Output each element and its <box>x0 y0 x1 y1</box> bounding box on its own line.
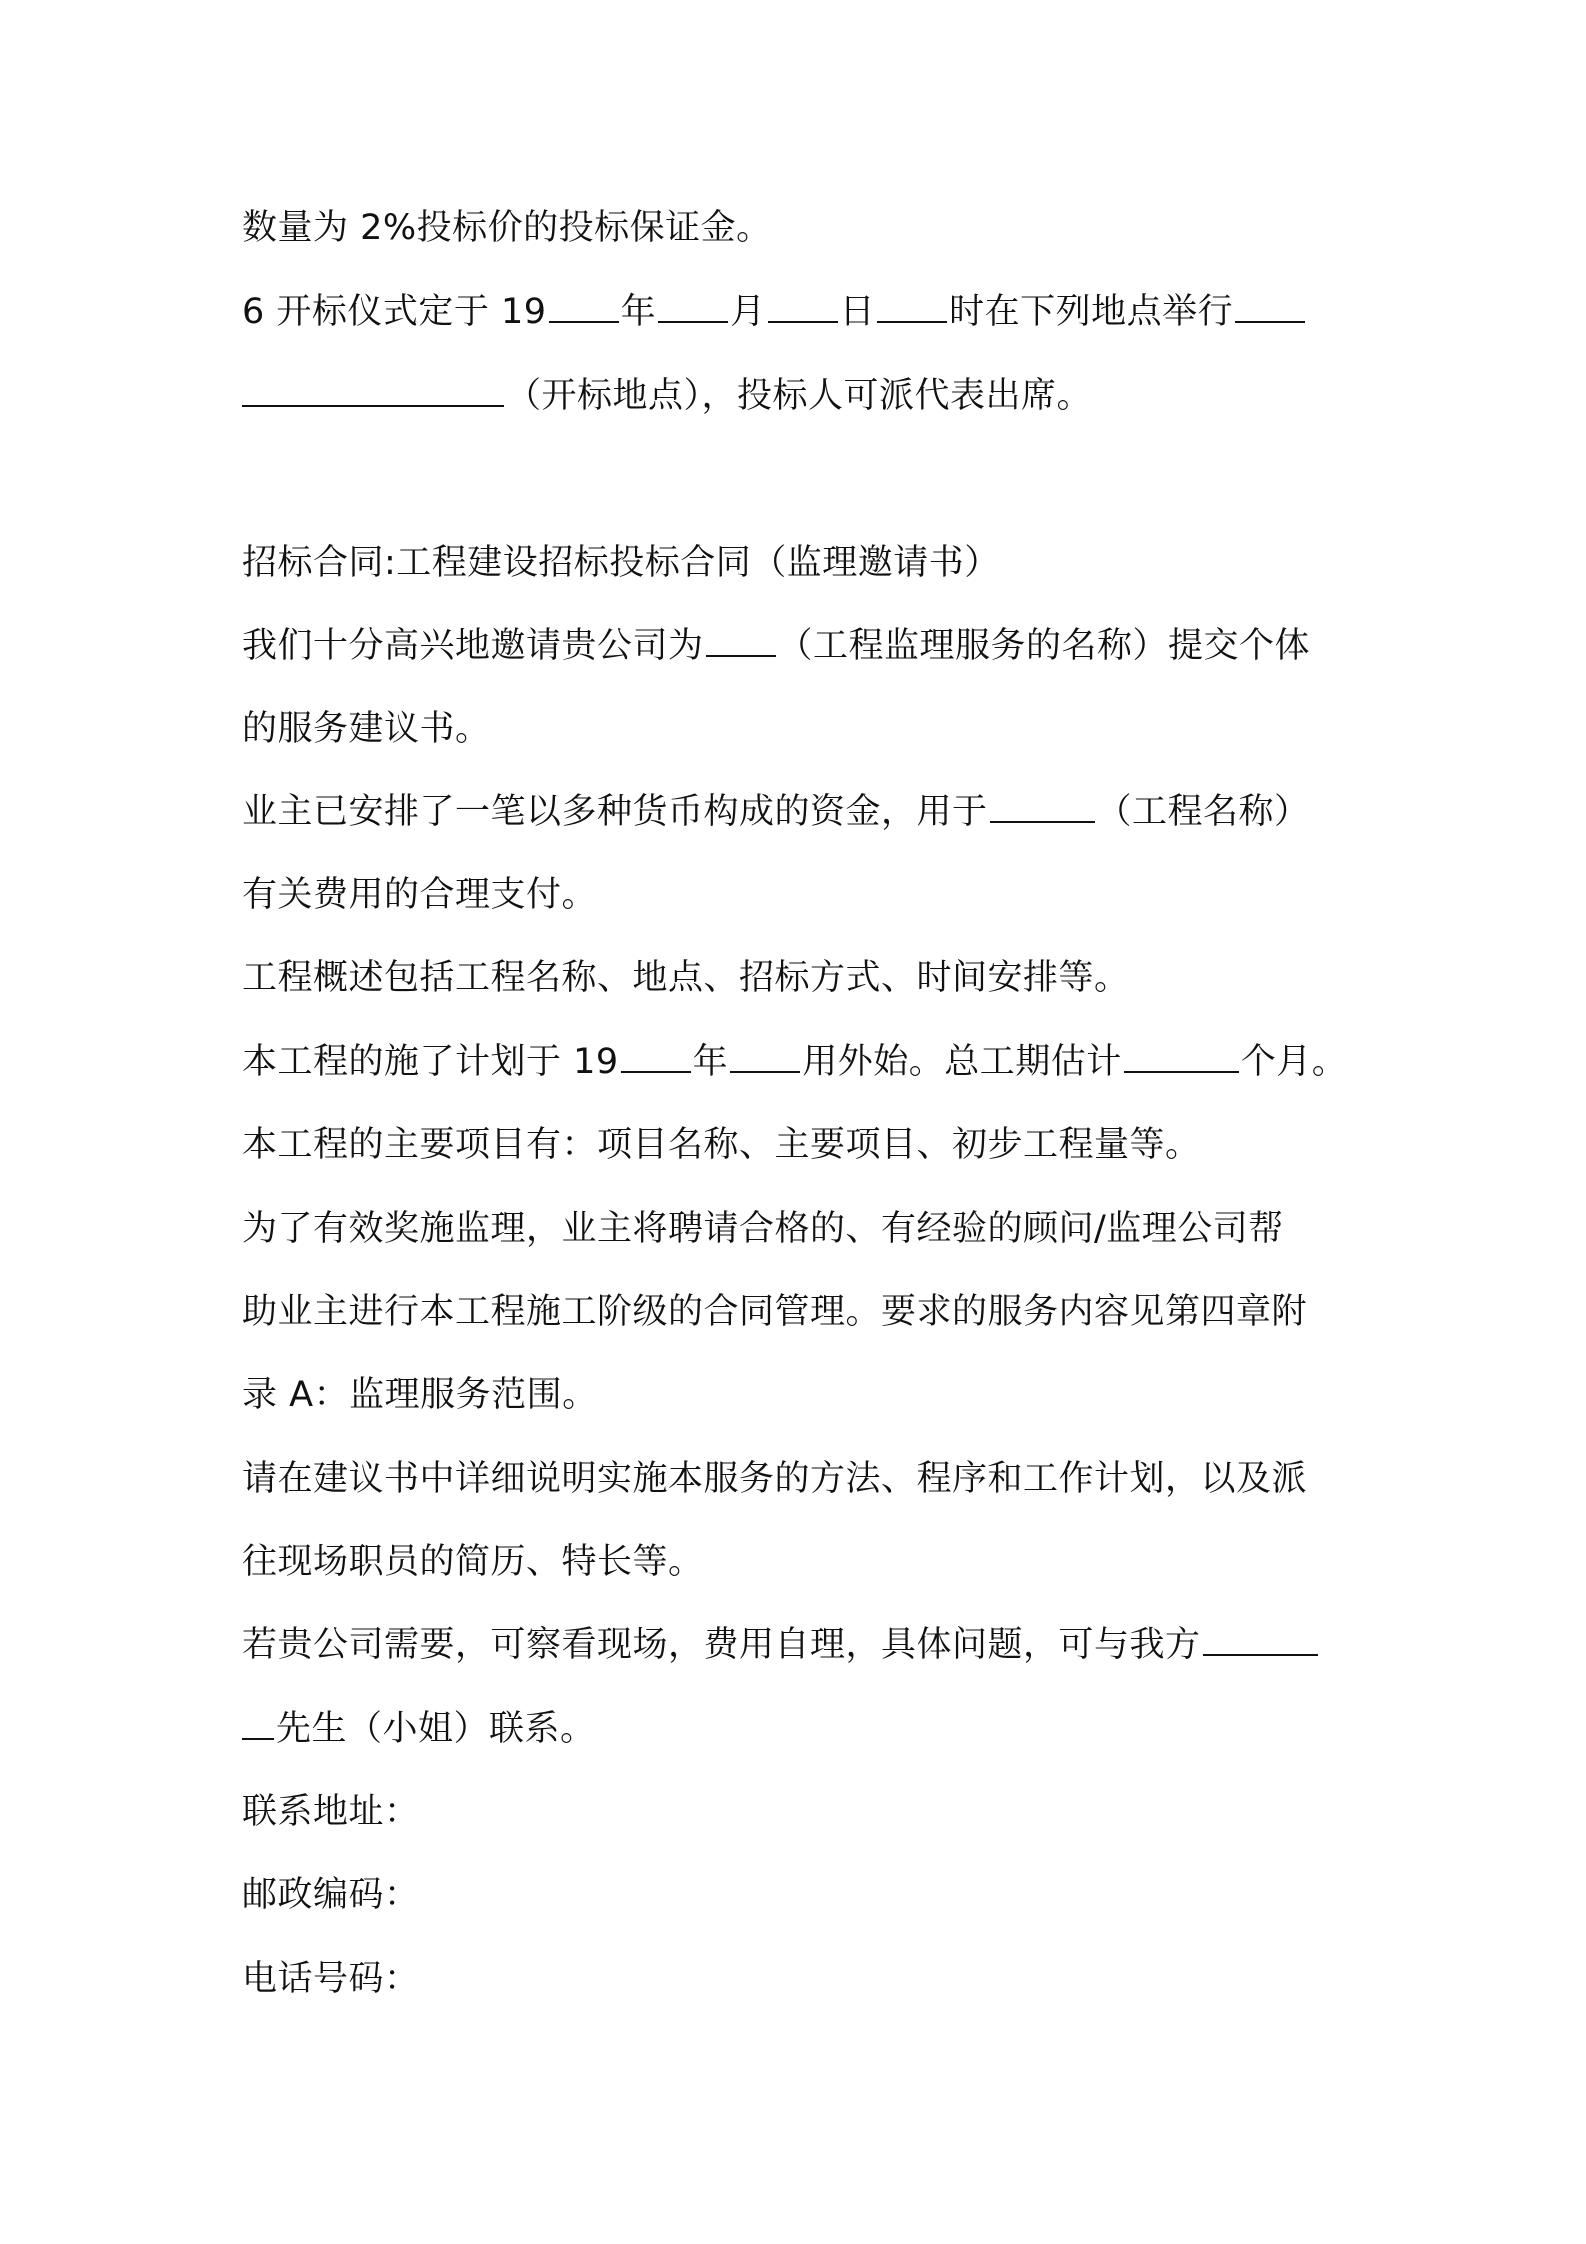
postal-code-label <box>242 1873 420 1917</box>
year-label: 年 <box>620 292 657 332</box>
project-name-blank <box>990 791 1095 823</box>
month-blank <box>658 291 728 323</box>
text-line-supervision-2 <box>242 1290 1307 1334</box>
text-line-overview <box>242 956 1130 1000</box>
text-line-invitation <box>242 624 1310 668</box>
year-blank <box>549 291 619 323</box>
day-blank <box>768 291 838 323</box>
supervision-text-2: 助业主进行本工程施工阶级的合同管理。要求的服务内容见第四章附 <box>242 1292 1308 1332</box>
contact-address-label <box>242 1790 420 1834</box>
text-line-opening-location <box>242 374 1092 418</box>
duration-blank <box>1124 1041 1239 1073</box>
deposit-text: 数量为 2%投标价的投标保证金。 <box>242 208 772 248</box>
text-line-opening-time <box>242 290 1307 334</box>
proposal-detail-text-1: 请在建议书中详细说明实施本服务的方法、程序和工作计划，以及派 <box>242 1459 1308 1499</box>
supervision-text-1: 为了有效奖施监理，业主将聘请合格的、有经验的顾问/监理公司帮 <box>242 1209 1284 1249</box>
text-line-main-items <box>242 1123 1201 1167</box>
location-blank-start <box>1235 291 1305 323</box>
text-line-funding <box>242 790 1310 834</box>
invitation-text: 我们十分高兴地邀请贵公司为 <box>242 626 704 666</box>
text-line-proposal-detail-2 <box>242 1540 704 1584</box>
schedule-text: 本工程的施了计划于 19 <box>242 1042 619 1082</box>
schedule-text-cont: 用外始。总工期估计 <box>802 1042 1122 1082</box>
proposal-detail-text-2: 往现场职员的简历、特长等。 <box>242 1542 704 1582</box>
duration-label: 个月。 <box>1240 1042 1348 1082</box>
opening-time-prefix: 6 开标仪式定于 19 <box>242 292 547 332</box>
text-line-contact-2 <box>242 1707 596 1751</box>
payment-text: 有关费用的合理支付。 <box>242 875 598 915</box>
day-label: 日 <box>839 292 876 332</box>
overview-text: 工程概述包括工程名称、地点、招标方式、时间安排等。 <box>242 958 1130 998</box>
opening-location-text: （开标地点），投标人可派代表出席。 <box>506 376 1093 416</box>
text-line-payment <box>242 873 597 917</box>
text-line-contact-1 <box>242 1623 1320 1667</box>
postal-code-text: 邮政编码： <box>242 1875 420 1915</box>
phone-number-text: 电话号码： <box>242 1959 420 1999</box>
text-line-supervision-3 <box>242 1373 598 1417</box>
text-line-proposal <box>242 707 491 751</box>
supervision-text-3: 录 A：监理服务范围。 <box>242 1375 598 1415</box>
contact-text-1: 若贵公司需要，可察看现场，费用自理，具体问题，可与我方 <box>242 1625 1201 1665</box>
service-name-blank <box>706 625 776 657</box>
section-heading <box>242 541 1000 585</box>
contact-name-blank <box>1203 1624 1318 1656</box>
month-label: 月 <box>730 292 766 332</box>
schedule-year-blank <box>621 1041 691 1073</box>
funding-text: 业主已安排了一笔以多种货币构成的资金，用于 <box>242 792 988 832</box>
main-items-text: 本工程的主要项目有：项目名称、主要项目、初步工程量等。 <box>242 1125 1201 1165</box>
location-text: 时在下列地点举行 <box>949 292 1234 332</box>
contact-name-blank-cont <box>242 1708 274 1740</box>
text-line-supervision-1 <box>242 1207 1284 1251</box>
text-line-deposit <box>242 206 772 250</box>
text-line-proposal-detail-1 <box>242 1457 1307 1501</box>
schedule-year-label: 年 <box>692 1042 729 1082</box>
contact-address-text: 联系地址： <box>242 1792 420 1832</box>
invitation-text-cont: （工程监理服务的名称）提交个体 <box>777 626 1311 666</box>
schedule-month-blank <box>730 1041 800 1073</box>
contact-text-2: 先生（小姐）联系。 <box>276 1709 596 1749</box>
hour-blank <box>877 291 947 323</box>
funding-text-cont: （工程名称） <box>1096 792 1310 832</box>
text-line-schedule <box>242 1040 1347 1084</box>
section-heading-text: 招标合同:工程建设招标投标合同（监理邀请书） <box>242 543 1000 583</box>
phone-number-label <box>242 1957 420 2001</box>
location-blank <box>242 375 504 407</box>
proposal-text: 的服务建议书。 <box>242 709 491 749</box>
